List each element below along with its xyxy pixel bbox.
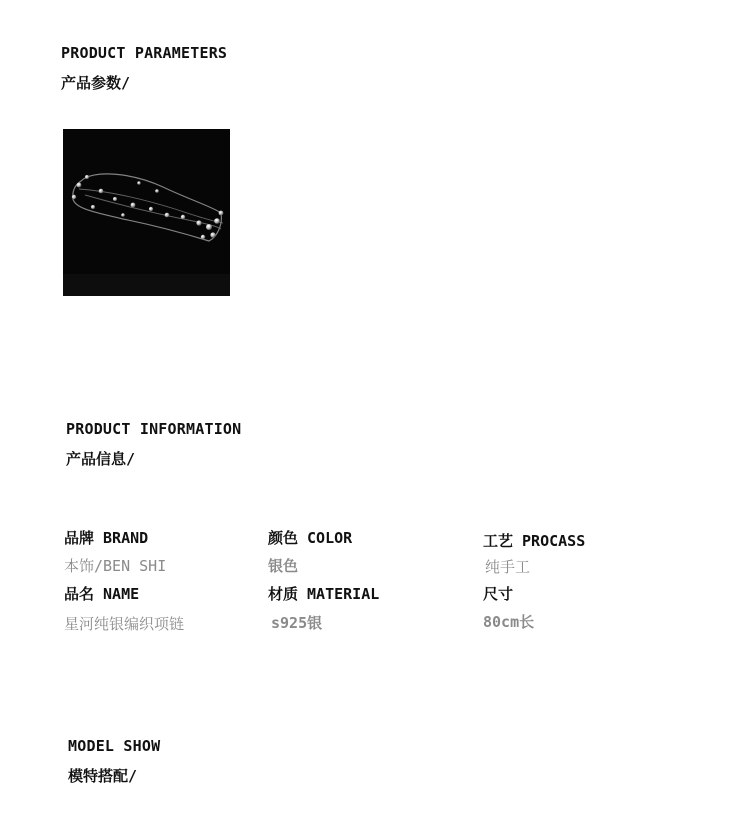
parameters-title-en: PRODUCT PARAMETERS [61,44,228,62]
brand-value: 本饰/BEN SHI [64,557,167,575]
information-title-cn: 产品信息/ [66,450,136,468]
model-title-en: MODEL SHOW [68,737,161,755]
material-value: s925银 [271,614,323,632]
size-label: 尺寸 [483,585,514,603]
model-title-cn: 模特搭配/ [68,767,138,785]
craft-value: 纯手工 [485,558,531,576]
brand-label: 品牌 BRAND [64,529,149,547]
color-value: 银色 [268,557,299,575]
parameters-title-cn: 产品参数/ [61,74,131,92]
information-title-en: PRODUCT INFORMATION [66,420,242,438]
material-label: 材质 MATERIAL [268,585,380,603]
name-label: 品名 NAME [64,585,140,603]
size-value: 80cm长 [483,613,535,631]
name-value: 星河纯银编织项链 [64,615,185,633]
product-image [63,129,230,296]
color-label: 颜色 COLOR [268,529,353,547]
necklace-illustration [63,129,230,296]
craft-label: 工艺 PROCASS [483,532,586,550]
